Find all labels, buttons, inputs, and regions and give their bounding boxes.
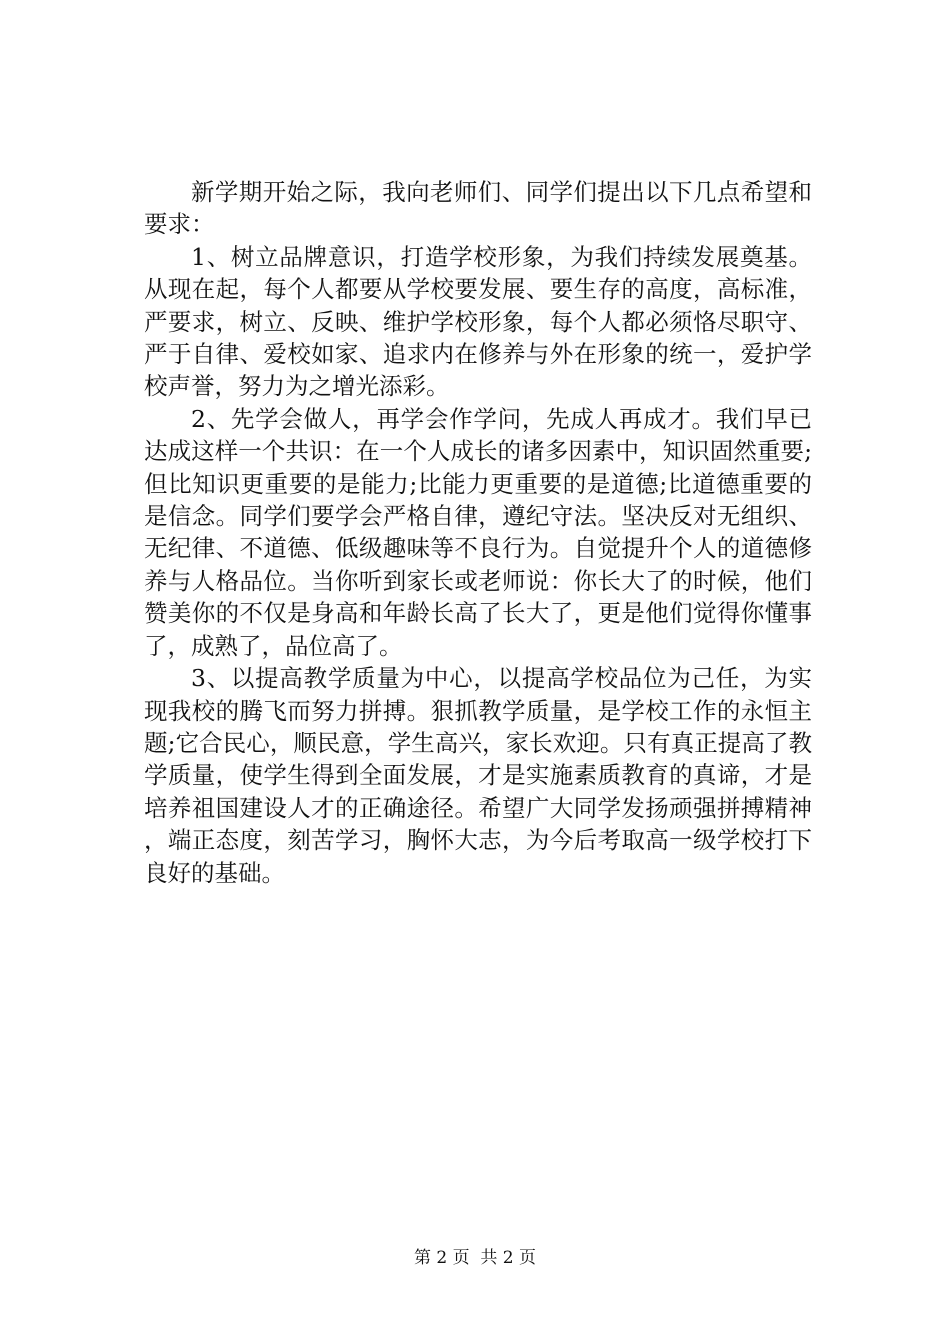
page-footer: 第 2 页 共 2 页 [413,1248,537,1268]
paragraph-point-3: 3、以提高教学质量为中心，以提高学校品位为己任，为实现我校的腾飞而努力拼搏。狠抓教学质量，是学校工作的永恒主题;它合民心，顺民意，学生高兴，家长欢迎。只有真正提高了教学质量，使学生得到全面发展，才是实施素质教育的真谛，才是培养祖国建设人才的正确途径。希望广大同学发扬顽强拼搏精神，端正态度，刻苦学习，胸怀大志，为今后考取高一级学校打下良好的基础。 [144,664,812,887]
paragraph-point-1: 1、树立品牌意识，打造学校形象，为我们持续发展奠基。从现在起，每个人都要从学校要发展、要生存的高度，高标准，严要求，树立、反映、维护学校形象，每个人都必须恪尽职守、严于自律、爱校如家、追求内在修养与外在形象的统一，爱护学校声誉，努力为之增光添彩。 [144,242,812,401]
paragraph-intro: 新学期开始之际，我向老师们、同学们提出以下几点希望和要求： [144,178,812,239]
paragraph-point-2: 2、先学会做人，再学会作学问，先成人再成才。我们早已达成这样一个共识：在一个人成长的诸多因素中，知识固然重要;但比知识更重要的是能力;比能力更重要的是道德;比道德重要的是信念。同学们要学会严格自律，遵纪守法。坚决反对无组织、无纪律、不道德、低级趣味等不良行为。自觉提升个人的道德修养与人格品位。当你听到家长或老师说：你长大了的时候，他们赞美你的不仅是身高和年龄长高了长大了，更是他们觉得你懂事了，成熟了，品位高了。 [144,404,812,660]
document-body [144,176,812,889]
